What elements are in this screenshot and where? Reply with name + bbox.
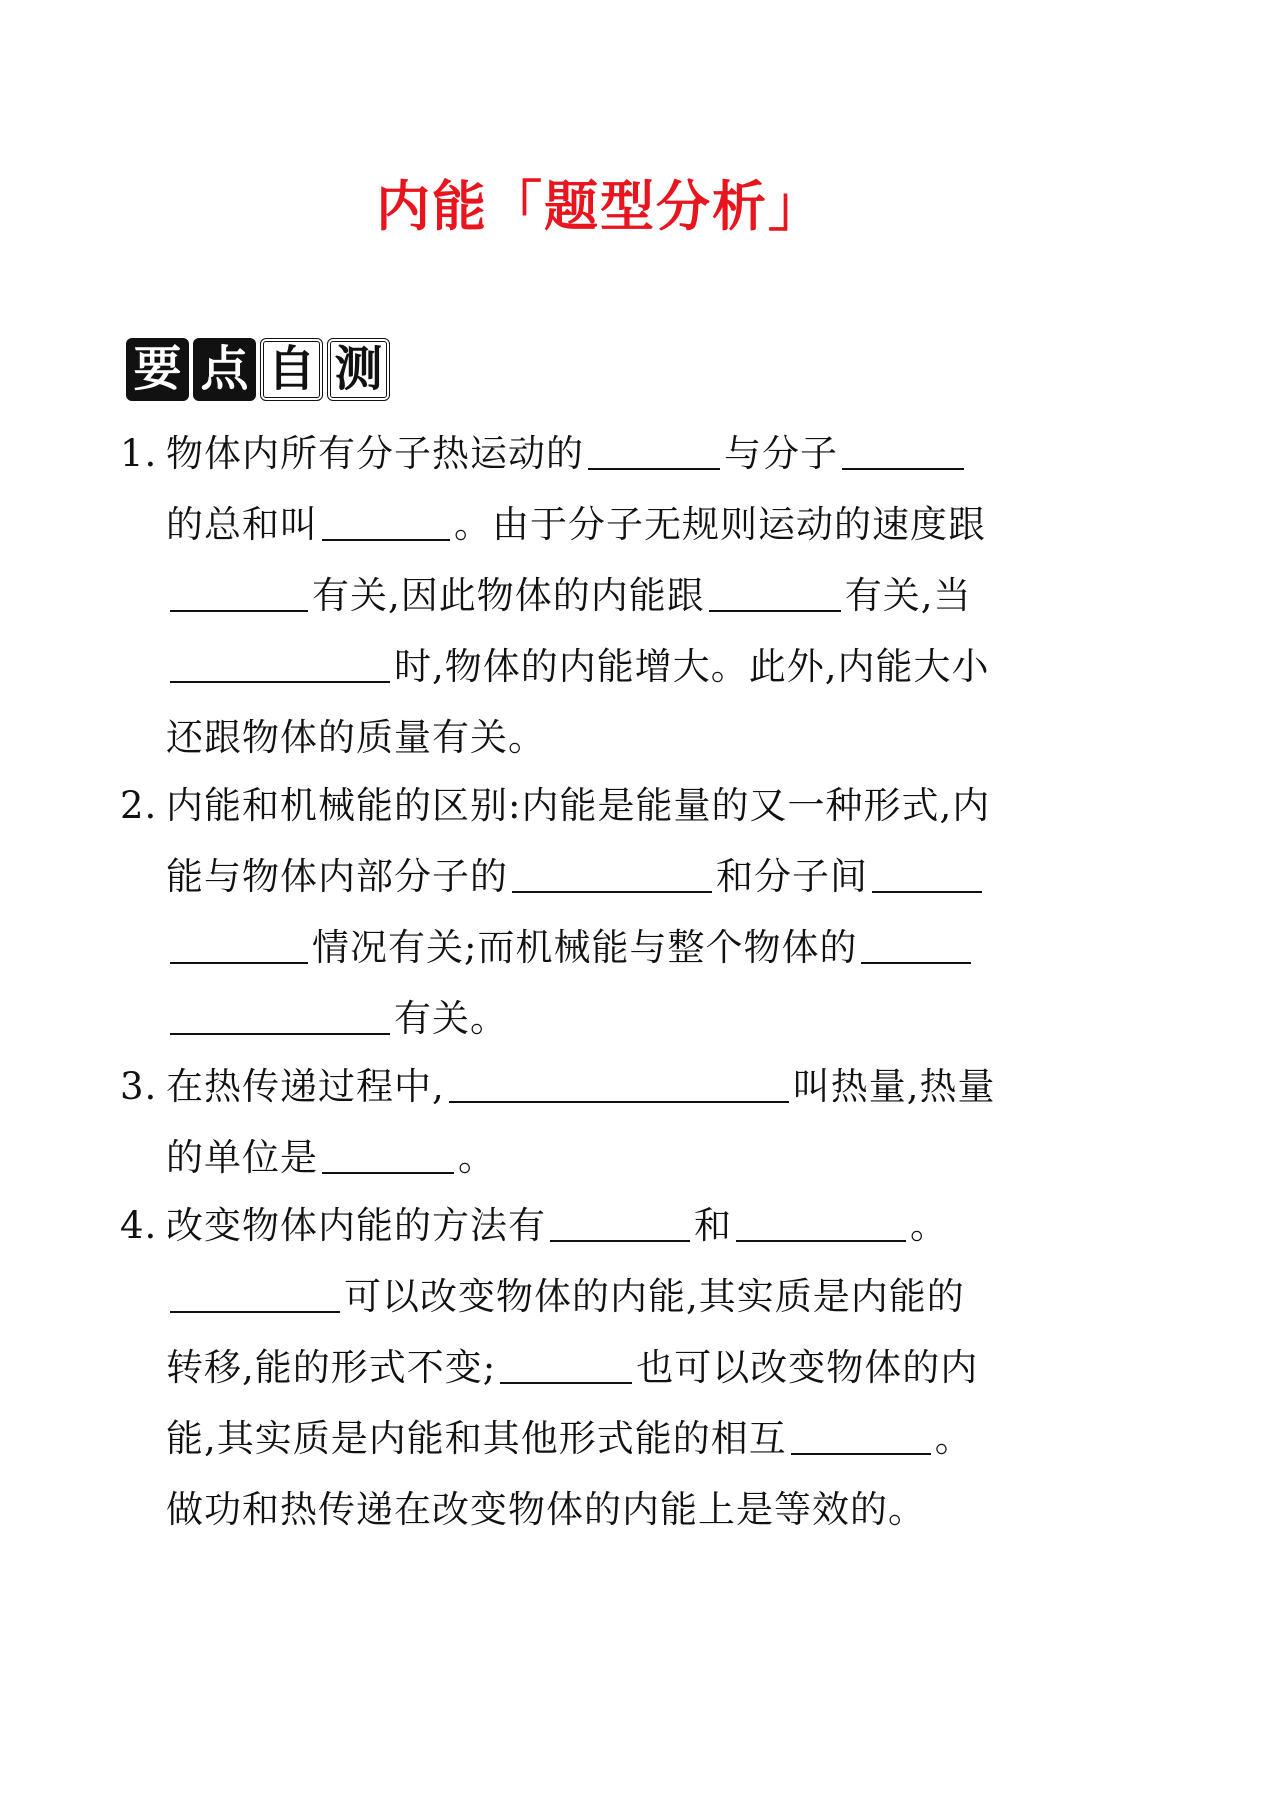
question-text: 叫热量,热量 [792, 1065, 996, 1108]
answer-blank[interactable] [322, 501, 450, 541]
question-4-number: 4. [120, 1204, 158, 1247]
answer-blank[interactable] [322, 1134, 454, 1174]
answer-blank[interactable] [736, 1202, 906, 1242]
badge-char-4: 测 [327, 338, 390, 401]
question-2-line-2 [120, 841, 1060, 912]
question-text: 做功和热传递在改变物体的内能上是等效的。 [166, 1488, 926, 1531]
answer-blank[interactable] [512, 853, 712, 893]
question-text: 有关。 [394, 997, 508, 1040]
question-3-line-1 [120, 1051, 1060, 1122]
answer-blank[interactable] [500, 1344, 632, 1384]
question-text: 改变物体内能的方法有 [166, 1204, 546, 1247]
question-text: 物体内所有分子热运动的 [166, 432, 584, 475]
answer-blank[interactable] [170, 1273, 340, 1313]
question-text: 转移,能的形式不变; [166, 1346, 497, 1389]
answer-blank[interactable] [588, 430, 720, 470]
question-2-line-1 [120, 770, 1060, 841]
section-badge [126, 338, 390, 401]
page-title: 内能「题型分析」 [376, 175, 824, 238]
question-text: 内能和机械能的区别:内能是能量的又一种形式,内 [166, 784, 991, 827]
question-2-line-3 [120, 912, 1060, 983]
question-1-line-3 [120, 560, 1060, 631]
question-4-line-4 [120, 1403, 1060, 1474]
question-text: 。 [458, 1136, 496, 1179]
question-text: 的总和叫 [166, 503, 318, 546]
question-4-line-5 [120, 1474, 1060, 1545]
answer-blank[interactable] [550, 1202, 690, 1242]
question-text: 在热传递过程中, [166, 1065, 445, 1108]
question-3-line-2 [120, 1122, 1060, 1193]
question-text: 能与物体内部分子的 [166, 855, 508, 898]
question-text: 情况有关;而机械能与整个物体的 [312, 926, 858, 969]
question-text: 有关,当 [844, 574, 972, 617]
question-text: 和 [694, 1204, 732, 1247]
answer-blank[interactable] [170, 995, 390, 1035]
question-text: 与分子 [724, 432, 838, 475]
question-text: 也可以改变物体的内 [636, 1346, 979, 1389]
question-text: 。 [934, 1417, 973, 1460]
question-text: 时,物体的内能增大。此外,内能大小 [394, 645, 990, 688]
answer-blank[interactable] [170, 924, 308, 964]
badge-char-2: 点 [193, 338, 256, 401]
answer-blank[interactable] [449, 1063, 789, 1103]
badge-char-1: 要 [126, 338, 189, 401]
question-4-line-3 [120, 1332, 1060, 1403]
badge-char-3: 自 [260, 338, 323, 401]
question-1-line-4 [120, 631, 1060, 702]
question-text: 还跟物体的质量有关。 [166, 716, 546, 759]
question-text: 可以改变物体的内能,其实质是内能的 [344, 1275, 965, 1318]
question-4-line-2 [120, 1261, 1060, 1332]
question-4-line-1 [120, 1190, 1060, 1261]
question-text: 的单位是 [166, 1136, 318, 1179]
question-1-number: 1. [120, 432, 158, 475]
question-2-line-4 [120, 983, 1060, 1054]
question-2-number: 2. [120, 784, 158, 827]
answer-blank[interactable] [170, 572, 308, 612]
question-1-line-1 [120, 418, 1060, 489]
question-3-number: 3. [120, 1065, 158, 1108]
question-text: 有关,因此物体的内能跟 [312, 574, 705, 617]
question-1-line-5 [120, 702, 1060, 773]
answer-blank[interactable] [842, 430, 964, 470]
answer-blank[interactable] [791, 1415, 931, 1455]
question-text: 和分子间 [716, 855, 868, 898]
answer-blank[interactable] [709, 572, 841, 612]
question-1-line-2 [120, 489, 1060, 560]
answer-blank[interactable] [170, 643, 390, 683]
question-text: 能,其实质是内能和其他形式能的相互 [166, 1417, 787, 1460]
question-list [120, 418, 1060, 1545]
answer-blank[interactable] [872, 853, 982, 893]
question-text: 。由于分子无规则运动的速度跟 [454, 503, 986, 546]
question-text: 。 [910, 1204, 948, 1247]
answer-blank[interactable] [861, 924, 971, 964]
